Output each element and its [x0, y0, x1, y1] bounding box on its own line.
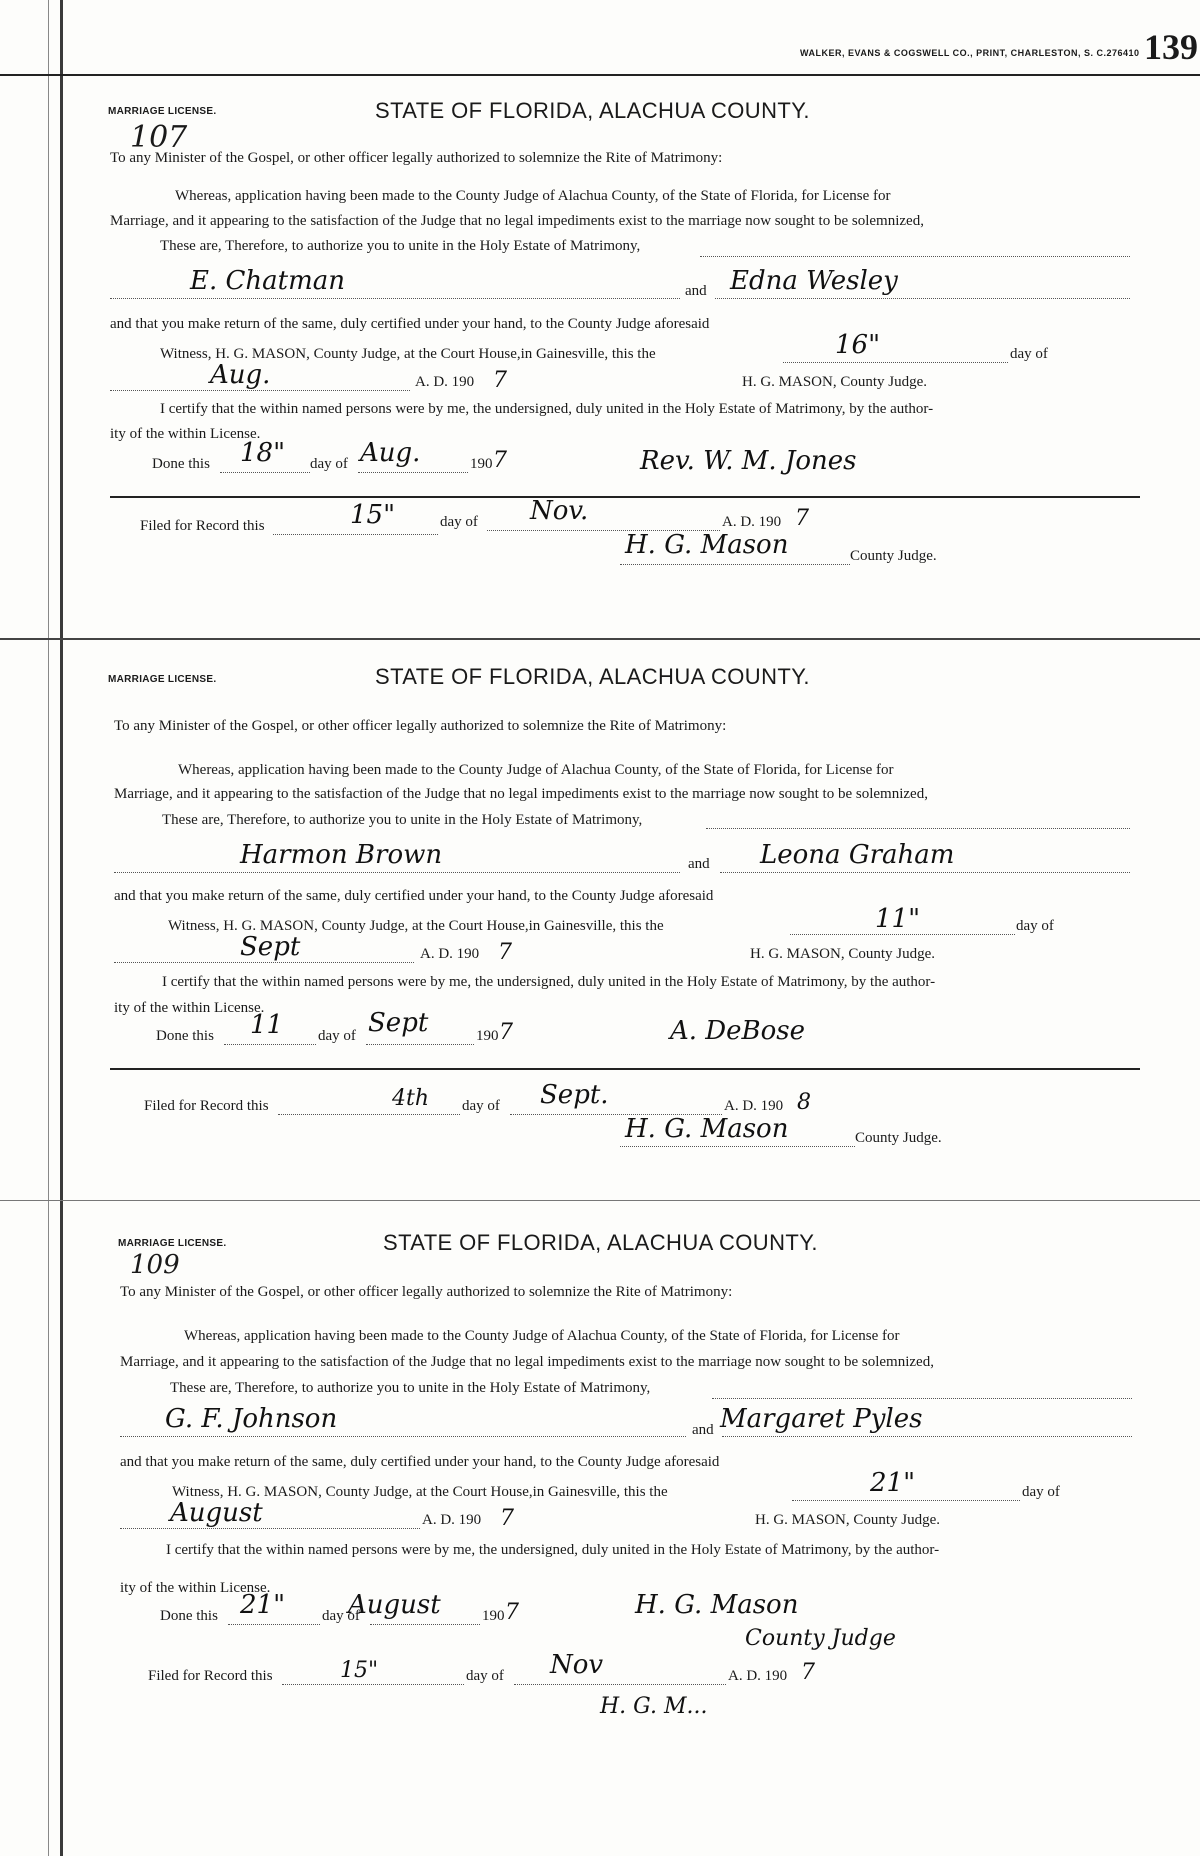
done-year: 7	[493, 448, 507, 473]
license-number: 109	[130, 1250, 180, 1280]
filed-label: Filed for Record this	[148, 1668, 273, 1684]
groom-name: E. Chatman	[190, 266, 345, 296]
license-number: 107	[130, 120, 188, 155]
certify-line-1: I certify that the within named persons were by me, the undersigned, duly united in the Holy Estate of Matrimony, by the author-	[162, 974, 936, 990]
filed-year: 7	[795, 506, 809, 531]
marriage-license-3	[100, 1208, 1140, 1848]
ad-label: A. D. 190	[420, 946, 480, 962]
witness-day: 11"	[875, 904, 921, 934]
witness-line: Witness, H. G. MASON, County Judge, at the Court House,in Gainesville, this the	[168, 918, 664, 934]
filed-day: 15"	[340, 1658, 379, 1683]
license-separator-2	[0, 1200, 1200, 1201]
filed-month: Sept.	[540, 1080, 609, 1110]
day-of-label: day of	[1010, 346, 1048, 362]
filed-day-of-label: day of	[462, 1098, 500, 1114]
whereas-line-1: Whereas, application having been made to the County Judge of Alachua County, of the State of Florida, for License for	[175, 188, 891, 204]
license-label: MARRIAGE LICENSE.	[108, 106, 217, 117]
judge-label: H. G. MASON, County Judge.	[755, 1512, 941, 1528]
witness-year: 7	[493, 368, 507, 393]
license-title: STATE OF FLORIDA, ALACHUA COUNTY.	[383, 1230, 818, 1255]
witness-month: Sept	[240, 932, 301, 962]
whereas-line-2: Marriage, and it appearing to the satisfaction of the Judge that no legal impediments exist to the marriage now sought to be solemnized,	[110, 213, 924, 229]
license-separator-1	[0, 638, 1200, 640]
certify-line-2: ity of the within License.	[120, 1580, 271, 1596]
witness-line: Witness, H. G. MASON, County Judge, at the Court House,in Gainesville, this the	[160, 346, 656, 362]
bride-name: Leona Graham	[760, 840, 955, 870]
witness-line: Witness, H. G. MASON, County Judge, at the Court House,in Gainesville, this the	[172, 1484, 668, 1500]
witness-month: Aug.	[210, 360, 271, 390]
done-year: 7	[505, 1600, 519, 1625]
witness-year: 7	[498, 940, 512, 965]
license-title: STATE OF FLORIDA, ALACHUA COUNTY.	[375, 664, 810, 689]
filed-judge-signature: H. G. Mason	[625, 1114, 789, 1144]
filed-year: 7	[801, 1660, 815, 1685]
filed-ad-label: A. D. 190	[728, 1668, 788, 1684]
and-label: and	[685, 283, 707, 299]
day-of-label: day of	[1016, 918, 1054, 934]
license-label: MARRIAGE LICENSE.	[108, 674, 217, 685]
done-this-label: Done this	[160, 1608, 218, 1624]
filed-day-of-label: day of	[466, 1668, 504, 1684]
filed-day: 4th	[392, 1086, 430, 1111]
witness-year: 7	[500, 1506, 514, 1531]
done-year-prefix: 190	[470, 456, 493, 472]
done-month: August	[348, 1590, 441, 1620]
day-of-label: day of	[1022, 1484, 1060, 1500]
whereas-line-2: Marriage, and it appearing to the satisfaction of the Judge that no legal impediments exist to the marriage now sought to be solemnized,	[114, 786, 928, 802]
witness-month: August	[170, 1498, 263, 1528]
marriage-license-2	[100, 650, 1140, 1210]
done-month: Sept	[368, 1008, 429, 1038]
county-judge-label: County Judge.	[855, 1130, 942, 1146]
these-are-line: These are, Therefore, to authorize you to unite in the Holy Estate of Matrimony,	[160, 238, 641, 254]
whereas-line-1: Whereas, application having been made to the County Judge of Alachua County, of the State of Florida, for License for	[178, 762, 894, 778]
ad-label: A. D. 190	[415, 374, 475, 390]
judge-label: H. G. MASON, County Judge.	[742, 374, 928, 390]
witness-day: 21"	[870, 1468, 916, 1498]
done-year: 7	[499, 1020, 513, 1045]
county-judge-label: County Judge.	[850, 548, 937, 564]
ad-label: A. D. 190	[422, 1512, 482, 1528]
and-label: and	[688, 856, 710, 872]
bride-name: Edna Wesley	[730, 266, 898, 296]
groom-name: G. F. Johnson	[165, 1404, 338, 1434]
return-line: and that you make return of the same, duly certified under your hand, to the County Judge aforesaid	[120, 1454, 720, 1470]
return-line: and that you make return of the same, duly certified under your hand, to the County Judge aforesaid	[110, 316, 710, 332]
page-number: 139	[1144, 27, 1198, 67]
witness-day: 16"	[835, 330, 881, 360]
license-title: STATE OF FLORIDA, ALACHUA COUNTY.	[375, 98, 810, 123]
done-day-of-label: day of	[310, 456, 348, 472]
done-year-prefix: 190	[482, 1608, 505, 1624]
filed-judge-signature: H. G. Mason	[625, 530, 789, 560]
printer-credit: WALKER, EVANS & COGSWELL CO., PRINT, CHARLESTON, S. C.276410	[800, 48, 1140, 58]
done-this-label: Done this	[152, 456, 210, 472]
bride-name: Margaret Pyles	[720, 1404, 923, 1434]
filed-month: Nov	[550, 1650, 604, 1680]
groom-name: Harmon Brown	[240, 840, 443, 870]
these-are-line: These are, Therefore, to authorize you to unite in the Holy Estate of Matrimony,	[170, 1380, 651, 1396]
done-day-of-label: day of	[322, 1608, 360, 1624]
done-day: 11	[250, 1010, 284, 1040]
filed-year: 8	[797, 1090, 811, 1115]
certify-line-2: ity of the within License.	[114, 1000, 265, 1016]
whereas-line-2: Marriage, and it appearing to the satisfaction of the Judge that no legal impediments exist to the marriage now sought to be solemnized,	[120, 1354, 934, 1370]
officiant-signature: A. DeBose	[670, 1016, 806, 1046]
binding-line	[60, 0, 63, 1856]
done-this-label: Done this	[156, 1028, 214, 1044]
officiant-signature: Rev. W. M. Jones	[640, 446, 857, 476]
address-line: To any Minister of the Gospel, or other officer legally authorized to solemnize the Rite of Matrimony:	[114, 718, 727, 734]
judge-label: H. G. MASON, County Judge.	[750, 946, 936, 962]
done-day: 21"	[240, 1590, 286, 1620]
filed-ad-label: A. D. 190	[724, 1098, 784, 1114]
officiant-title: County Judge	[745, 1626, 896, 1651]
address-line: To any Minister of the Gospel, or other officer legally authorized to solemnize the Rite of Matrimony:	[120, 1284, 733, 1300]
filed-judge-signature: H. G. M...	[600, 1694, 708, 1719]
certify-line-2: ity of the within License.	[110, 426, 261, 442]
filed-ad-label: A. D. 190	[722, 514, 782, 530]
filed-day: 15"	[350, 500, 396, 530]
filed-label: Filed for Record this	[140, 518, 265, 534]
certify-line-1: I certify that the within named persons were by me, the undersigned, duly united in the Holy Estate of Matrimony, by the author-	[160, 401, 934, 417]
these-are-line: These are, Therefore, to authorize you to unite in the Holy Estate of Matrimony,	[162, 812, 643, 828]
filed-day-of-label: day of	[440, 514, 478, 530]
certify-line-1: I certify that the within named persons were by me, the undersigned, duly united in the Holy Estate of Matrimony, by the author-	[166, 1542, 940, 1558]
officiant-signature: H. G. Mason	[635, 1590, 799, 1620]
address-line: To any Minister of the Gospel, or other officer legally authorized to solemnize the Rite of Matrimony:	[110, 150, 723, 166]
filed-month: Nov.	[530, 496, 589, 526]
binding-edge	[48, 0, 49, 1856]
top-rule	[0, 74, 1200, 76]
done-year-prefix: 190	[476, 1028, 499, 1044]
done-month: Aug.	[360, 438, 421, 468]
license-label: MARRIAGE LICENSE.	[118, 1238, 227, 1249]
and-label: and	[692, 1422, 714, 1438]
done-day: 18"	[240, 438, 286, 468]
marriage-license-1	[100, 78, 1140, 638]
done-day-of-label: day of	[318, 1028, 356, 1044]
whereas-line-1: Whereas, application having been made to the County Judge of Alachua County, of the State of Florida, for License for	[184, 1328, 900, 1344]
return-line: and that you make return of the same, duly certified under your hand, to the County Judge aforesaid	[114, 888, 714, 904]
filed-label: Filed for Record this	[144, 1098, 269, 1114]
